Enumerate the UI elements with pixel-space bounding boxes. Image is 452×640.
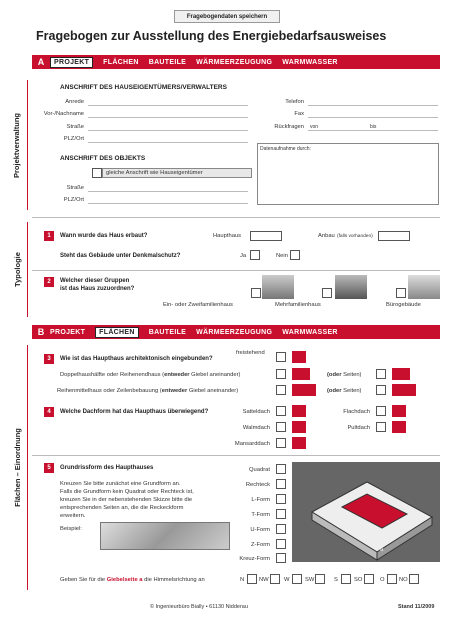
dir-no-label: NO	[399, 577, 408, 583]
roof-icon	[292, 405, 306, 417]
reihenmittel-label: Reihenmittelhaus oder Zeilenbebauung (entweder Giebel aneinander)	[57, 388, 239, 394]
dir-no-checkbox[interactable]	[409, 574, 419, 584]
dir-o-checkbox[interactable]	[387, 574, 397, 584]
dir-sw-checkbox[interactable]	[315, 574, 325, 584]
footer-stand: Stand 11/2009	[398, 604, 435, 610]
mfh-checkbox[interactable]	[322, 288, 332, 298]
obj-strasse-input[interactable]	[88, 184, 248, 192]
ja-checkbox[interactable]	[250, 250, 260, 260]
divider	[32, 217, 440, 218]
sattel-checkbox[interactable]	[276, 406, 286, 416]
fax-label: Fax	[294, 111, 304, 117]
doppelhaus-label: Doppelhaushälfte oder Reihenendhaus (entweder Giebel aneinander)	[60, 372, 241, 378]
obj-plz-label: PLZ/Ort	[63, 197, 84, 203]
tab-projekt[interactable]: PROJEKT	[50, 328, 86, 336]
doppelhaus-oder-checkbox[interactable]	[376, 369, 386, 379]
buero-checkbox[interactable]	[396, 288, 406, 298]
dir-s-label: S	[334, 577, 338, 583]
reihenmittel-oder-checkbox[interactable]	[376, 385, 386, 395]
side-a-label: a	[380, 547, 384, 553]
roof-icon	[292, 437, 306, 449]
anbau-label: Anbau	[318, 233, 335, 239]
anbau-year-input[interactable]	[378, 231, 410, 241]
house-icon	[392, 384, 416, 396]
house-icon	[292, 368, 310, 380]
nein-checkbox[interactable]	[290, 250, 300, 260]
sidebar-typologie: Typologie	[12, 252, 22, 287]
plz-label: PLZ/Ort	[63, 136, 84, 142]
house-icon	[292, 351, 306, 363]
q5-desc: Falls die Grundform kein Quadrat oder Rechteck ist,	[60, 489, 194, 495]
question-number: 3	[44, 354, 54, 364]
haupthaus-year-input[interactable]	[250, 231, 282, 241]
form-rechteck-label: Rechteck	[245, 482, 270, 488]
question-number: 1	[44, 231, 54, 241]
footer-copyright: © Ingenieurbüro Bially • 61130 Nidderau	[150, 604, 248, 610]
datenaufnahme-label: Datenaufnahme durch:	[260, 146, 311, 152]
sidebar-projektverwaltung: Projektverwaltung	[12, 112, 22, 178]
same-address-checkbox[interactable]	[92, 168, 102, 178]
walm-checkbox[interactable]	[276, 422, 286, 432]
divider	[27, 80, 28, 210]
house-icon	[392, 368, 410, 380]
house-photo-1	[262, 275, 294, 299]
form-u-label: U-Form	[250, 527, 270, 533]
house-icon	[292, 384, 316, 396]
question-number: 2	[44, 277, 54, 287]
von-label: von	[310, 124, 319, 130]
telefon-input[interactable]	[308, 98, 438, 106]
form-l-label: L-Form	[251, 497, 270, 503]
section-letter: A	[37, 57, 45, 67]
dir-so-label: SO	[354, 577, 363, 583]
page-title: Fragebogen zur Ausstellung des Energiebedarfsausweises	[36, 29, 387, 43]
reihenmittel-checkbox[interactable]	[276, 385, 286, 395]
object-heading: ANSCHRIFT DES OBJEKTS	[60, 155, 146, 162]
dir-s-checkbox[interactable]	[341, 574, 351, 584]
dir-w-label: W	[284, 577, 290, 583]
owner-heading: ANSCHRIFT DES HAUSEIGENTÜMERS/VERWALTERS	[60, 84, 227, 91]
dir-n-label: N	[240, 577, 245, 583]
tab-bauteile[interactable]: BAUTEILE	[148, 328, 187, 336]
q5-desc: entsprechenden Seiten an, die die Reckeckform	[60, 505, 184, 511]
anrede-label: Anrede	[65, 99, 84, 105]
q5-desc: kreuzen Sie in der nebenstehenden Skizze bitte die	[60, 497, 193, 503]
roof-icon	[392, 421, 406, 433]
flach-checkbox[interactable]	[376, 406, 386, 416]
telefon-label: Telefon	[285, 99, 304, 105]
plz-input[interactable]	[88, 135, 248, 143]
buero-label: Bürogebäude	[386, 302, 421, 308]
section-b-bar	[32, 325, 440, 339]
tab-bauteile[interactable]: BAUTEILE	[148, 58, 187, 66]
dir-so-checkbox[interactable]	[364, 574, 374, 584]
divider	[32, 270, 440, 271]
q3-text: Wie ist das Haupthaus architektonisch eingebunden?	[60, 356, 213, 362]
nein-label: Nein	[276, 253, 288, 259]
question-number: 4	[44, 407, 54, 417]
form-quadrat-checkbox[interactable]	[276, 464, 286, 474]
q2-line2: ist das Haus zuzuordnen?	[60, 286, 135, 292]
section-a-bar	[32, 55, 440, 69]
form-quadrat-label: Quadrat	[249, 467, 270, 473]
tab-projekt[interactable]: PROJEKT	[50, 57, 93, 68]
tab-flaechen[interactable]: FLÄCHEN	[95, 327, 139, 338]
pult-label: Pultdach	[347, 425, 370, 431]
fax-input[interactable]	[308, 110, 438, 118]
anbau-note: (falls vorhanden)	[337, 234, 373, 239]
oder-seiten-label: (oder Seiten)	[327, 372, 362, 378]
mansard-label: Mansarddach	[234, 441, 270, 447]
datenaufnahme-field[interactable]	[257, 143, 439, 205]
form-l-checkbox[interactable]	[276, 494, 286, 504]
tab-flaechen[interactable]: FLÄCHEN	[103, 58, 139, 66]
freistehend-checkbox[interactable]	[276, 352, 286, 362]
mansard-checkbox[interactable]	[276, 438, 286, 448]
efh-label: Ein- oder Zweifamilienhaus	[163, 302, 233, 308]
house-photo-3	[408, 275, 440, 299]
example-sketch	[100, 522, 230, 550]
form-rechteck-checkbox[interactable]	[276, 479, 286, 489]
efh-checkbox[interactable]	[251, 288, 261, 298]
divider	[32, 455, 440, 456]
name-label: Vor-/Nachname	[43, 111, 84, 117]
dir-w-checkbox[interactable]	[292, 574, 302, 584]
form-kreuz-checkbox[interactable]	[276, 553, 286, 563]
bis-label: bis	[370, 124, 377, 130]
sidebar-flaechen: Flächen – Einordnung	[12, 428, 22, 507]
dir-nw-label: NW	[259, 577, 269, 583]
tab-waermeerzeugung[interactable]: WÄRMEERZEUGUNG	[196, 328, 273, 336]
beispiel-label: Beispiel:	[60, 526, 82, 532]
q2-line1: Welcher dieser Gruppen	[60, 278, 130, 284]
form-z-label: Z-Form	[251, 542, 270, 548]
dir-o-label: O	[380, 577, 385, 583]
q4-text: Welche Dachform hat das Haupthaus überwiegend?	[60, 409, 209, 415]
q5-desc: Kreuzen Sie bitte zunächst eine Grundform an.	[60, 481, 181, 487]
roof-icon	[392, 405, 406, 417]
form-t-checkbox[interactable]	[276, 509, 286, 519]
dir-nw-checkbox[interactable]	[270, 574, 280, 584]
tab-warmwasser[interactable]: WARMWASSER	[282, 328, 338, 336]
roof-icon	[292, 421, 306, 433]
obj-strasse-label: Straße	[66, 185, 84, 191]
walm-label: Walmdach	[242, 425, 270, 431]
same-address-label: gleiche Anschrift wie Hauseigentümer	[106, 170, 203, 176]
form-u-checkbox[interactable]	[276, 524, 286, 534]
ja-label: Ja	[240, 253, 247, 259]
form-kreuz-label: Kreuz-Form	[239, 556, 270, 562]
strasse-label: Straße	[66, 124, 84, 130]
q5-desc: erweitern.	[60, 513, 86, 519]
save-data-button[interactable]: Fragebogendaten speichern	[174, 10, 280, 23]
dir-sw-label: SW	[305, 577, 315, 583]
divider	[27, 345, 28, 590]
mfh-label: Mehrfamilienhaus	[275, 302, 321, 308]
tab-waermeerzeugung[interactable]: WÄRMEERZEUGUNG	[196, 58, 273, 66]
rueckfragen-label: Rückfragen	[274, 124, 304, 130]
floorplan-sketch	[292, 462, 440, 562]
section-letter: B	[37, 327, 45, 337]
tab-warmwasser[interactable]: WARMWASSER	[282, 58, 338, 66]
dir-n-checkbox[interactable]	[247, 574, 257, 584]
house-photo-2	[335, 275, 367, 299]
q1-text: Wann wurde das Haus erbaut?	[60, 233, 148, 239]
divider	[27, 222, 28, 317]
q5-text: Grundrissform des Haupthauses	[60, 465, 154, 471]
sattel-label: Satteldach	[242, 409, 270, 415]
oder-seiten-label: (oder Seiten)	[327, 388, 362, 394]
doppelhaus-checkbox[interactable]	[276, 369, 286, 379]
anrede-input[interactable]	[88, 98, 248, 106]
haupthaus-label: Haupthaus	[213, 233, 242, 239]
floorplan-svg	[292, 462, 440, 562]
name-input[interactable]	[88, 110, 248, 118]
freistehend-label: freistehend	[236, 350, 265, 356]
question-number: 5	[44, 463, 54, 473]
giebel-label: Geben Sie für die Giebelseite a die Himmelsrichtung an	[60, 577, 205, 583]
form-z-checkbox[interactable]	[276, 539, 286, 549]
form-t-label: T-Form	[251, 512, 270, 518]
flach-label: Flachdach	[343, 409, 370, 415]
denkmal-text: Steht das Gebäude unter Denkmalschutz?	[60, 253, 181, 259]
obj-plz-input[interactable]	[88, 196, 248, 204]
pult-checkbox[interactable]	[376, 422, 386, 432]
strasse-input[interactable]	[88, 123, 248, 131]
